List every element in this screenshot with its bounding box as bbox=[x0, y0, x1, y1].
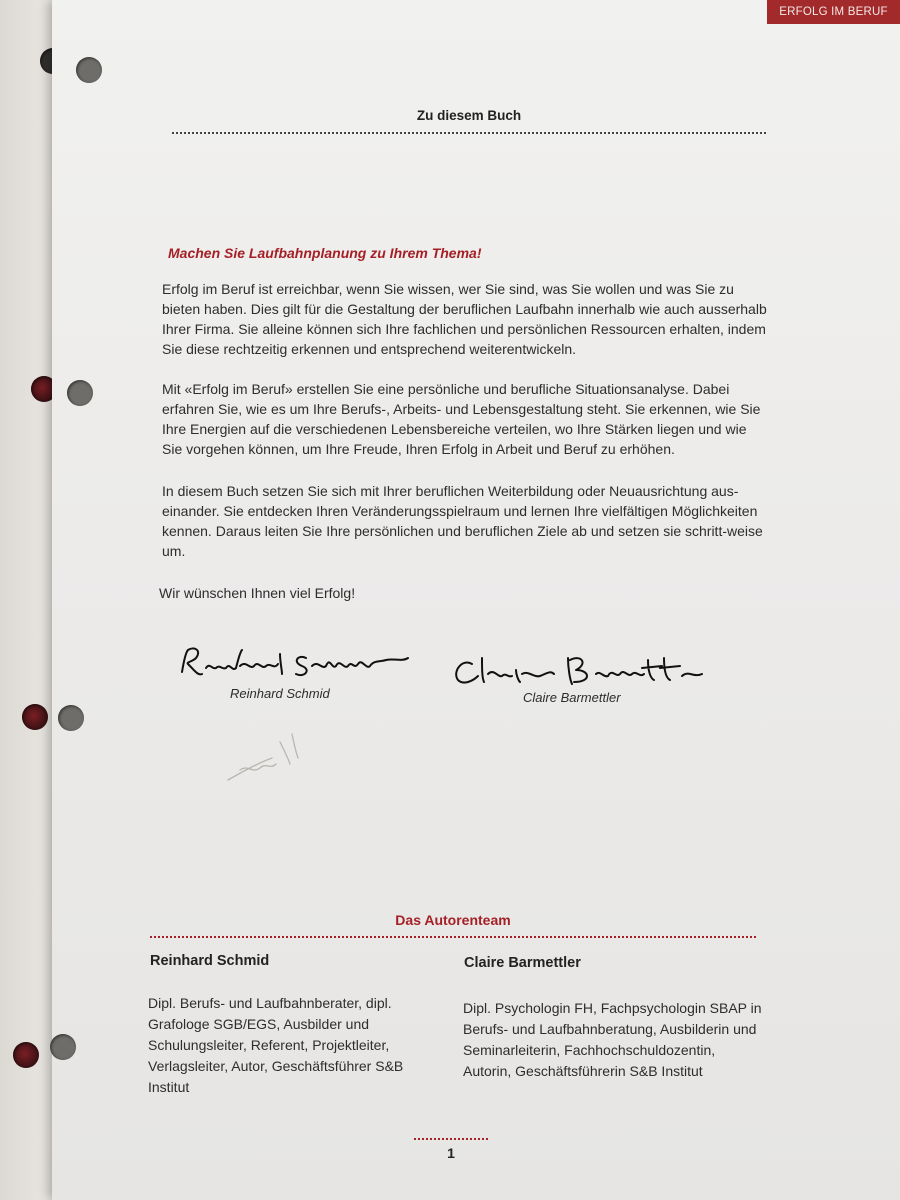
punch-hole bbox=[76, 57, 102, 83]
punch-hole bbox=[50, 1034, 76, 1060]
intro-paragraph: Erfolg im Beruf ist erreichbar, wenn Sie wissen, wer Sie sind, was Sie wollen und was Sie zu bieten haben. Dies gilt für die Gestaltung der beruflichen Laufbahn innerhalb wie auch ausserhalb Ihrer Firma. Sie alleine können sich Ihre fachlichen und persönlichen Ressourcen erhalten, indem Sie diese rechtzeitig erkennen und entsprechend weiterentwickeln. bbox=[162, 281, 767, 357]
signature-name: Claire Barmettler bbox=[523, 690, 621, 705]
intro-paragraph: Mit «Erfolg im Beruf» erstellen Sie eine persönliche und berufliche Situationsanalyse. Dabei erfahren Sie, wie es um Ihre Berufs-, Arbeits- und Lebensgestaltung steht. Sie erkennen, wie Sie Ihre Energien auf die verschiedenen Lebensbereiche verteilen, wo Ihre Stärken liegen und wie Sie vorgehen können, um Ihre Freude, Ihren Erfolg in Arbeit und Beruf zu erhöhen. bbox=[162, 381, 761, 457]
punch-hole bbox=[58, 705, 84, 731]
author-bio: Dipl. Psychologin FH, Fachpsychologin SBAP in Berufs- und Laufbahnberatung, Ausbilderin und Seminarleiterin, Fachhochschuldozentin, Autorin, Geschäftsführerin S&B Institut bbox=[463, 1000, 762, 1079]
page-number: 1 bbox=[447, 1145, 455, 1161]
pencil-scribble bbox=[222, 724, 312, 786]
section-title: Zu diesem Buch bbox=[416, 108, 522, 123]
author-bio: Dipl. Berufs- und Laufbahnberater, dipl. Grafologe SGB/EGS, Ausbilder und Schulungsleiter, Referent, Projektleiter, Verlagsleiter, Autor, Geschäftsführer S&B Institut bbox=[148, 995, 404, 1095]
author-name: Claire Barmettler bbox=[464, 955, 581, 971]
punch-hole bbox=[13, 1042, 39, 1068]
author-name: Reinhard Schmid bbox=[150, 953, 270, 969]
team-section-title: Das Autorenteam bbox=[395, 912, 511, 928]
signature-name: Reinhard Schmid bbox=[230, 686, 330, 701]
intro-paragraph: In diesem Buch setzen Sie sich mit Ihrer beruflichen Weiterbildung oder Neuausrichtung aus-einander. Sie entdecken Ihren Veränderungsspielraum und lernen Ihre vielfältigen Möglichkeiten kennen. Daraus leiten Sie Ihre persönlichen und beruflichen Ziele ab und setzen sie schritt-weise um. bbox=[162, 483, 763, 559]
footer-dotted-rule bbox=[414, 1138, 488, 1140]
signature-reinhard-schmid bbox=[176, 640, 416, 685]
intro-subheading: Machen Sie Laufbahnplanung zu Ihrem Thema! bbox=[168, 245, 482, 261]
section-header bbox=[172, 108, 766, 134]
dotted-divider bbox=[150, 936, 756, 938]
punch-hole bbox=[67, 380, 93, 406]
closing-line: Wir wünschen Ihnen viel Erfolg! bbox=[159, 585, 356, 601]
signature-claire-barmettler bbox=[450, 648, 710, 693]
book-title-tag: ERFOLG IM BERUF bbox=[767, 0, 900, 24]
punch-hole bbox=[22, 704, 48, 730]
